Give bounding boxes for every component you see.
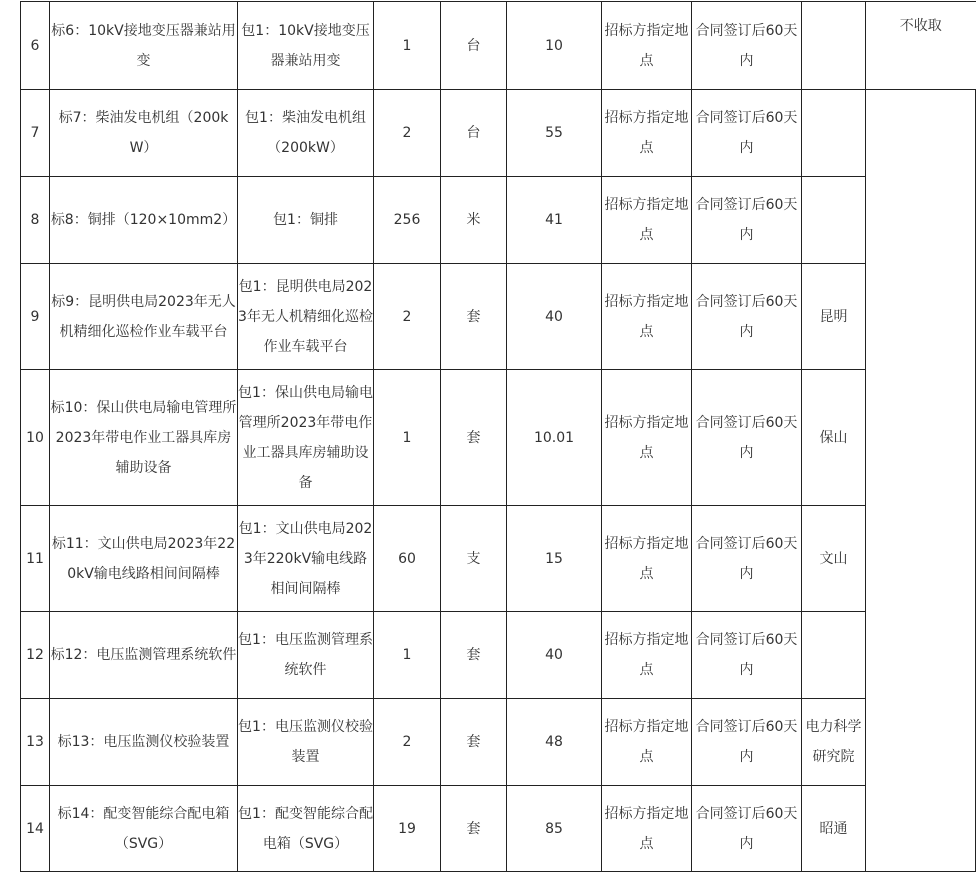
fee-cell-continuation bbox=[866, 90, 976, 177]
quantity: 2 bbox=[374, 264, 441, 370]
city bbox=[802, 2, 866, 90]
city: 文山 bbox=[802, 506, 866, 612]
fee-cell-continuation bbox=[866, 786, 976, 872]
city bbox=[802, 612, 866, 699]
table-row bbox=[21, 370, 976, 506]
row-number: 8 bbox=[21, 177, 50, 264]
table-row bbox=[21, 2, 976, 90]
table-row bbox=[21, 699, 976, 786]
city: 昭通 bbox=[802, 786, 866, 872]
unit: 套 bbox=[441, 699, 507, 786]
lot-name: 标8：铜排（120×10mm2） bbox=[50, 177, 238, 264]
table-body bbox=[21, 2, 976, 872]
delivery-place: 招标方指定地点 bbox=[602, 264, 692, 370]
lot-name: 标7：柴油发电机组（200kW） bbox=[50, 90, 238, 177]
package-name: 包1：10kV接地变压器兼站用变 bbox=[238, 2, 374, 90]
package-name: 包1：文山供电局2023年220kV输电线路相间间隔棒 bbox=[238, 506, 374, 612]
delivery-period: 合同签订后60天内 bbox=[692, 90, 802, 177]
row-number: 11 bbox=[21, 506, 50, 612]
lot-name: 标6：10kV接地变压器兼站用变 bbox=[50, 2, 238, 90]
table-row bbox=[21, 786, 976, 872]
lot-name: 标11：文山供电局2023年220kV输电线路相间间隔棒 bbox=[50, 506, 238, 612]
quantity: 60 bbox=[374, 506, 441, 612]
delivery-place: 招标方指定地点 bbox=[602, 370, 692, 506]
price: 40 bbox=[507, 264, 602, 370]
package-name: 包1：昆明供电局2023年无人机精细化巡检作业车载平台 bbox=[238, 264, 374, 370]
package-name: 包1：配变智能综合配电箱（SVG） bbox=[238, 786, 374, 872]
package-name: 包1：电压监测管理系统软件 bbox=[238, 612, 374, 699]
procurement-table bbox=[20, 1, 976, 872]
fee-cell-continuation bbox=[866, 370, 976, 506]
delivery-period: 合同签订后60天内 bbox=[692, 506, 802, 612]
row-number: 14 bbox=[21, 786, 50, 872]
quantity: 2 bbox=[374, 90, 441, 177]
fee-cell-continuation bbox=[866, 699, 976, 786]
fee-cell-continuation bbox=[866, 177, 976, 264]
fee-cell-continuation bbox=[866, 264, 976, 370]
price: 10 bbox=[507, 2, 602, 90]
fee-cell: 不收取 bbox=[866, 2, 976, 90]
quantity: 1 bbox=[374, 2, 441, 90]
quantity: 1 bbox=[374, 612, 441, 699]
lot-name: 标10：保山供电局输电管理所2023年带电作业工器具库房辅助设备 bbox=[50, 370, 238, 506]
table-row bbox=[21, 177, 976, 264]
unit: 套 bbox=[441, 264, 507, 370]
row-number: 7 bbox=[21, 90, 50, 177]
package-name: 包1：铜排 bbox=[238, 177, 374, 264]
delivery-place: 招标方指定地点 bbox=[602, 177, 692, 264]
price: 85 bbox=[507, 786, 602, 872]
city bbox=[802, 90, 866, 177]
delivery-period: 合同签订后60天内 bbox=[692, 2, 802, 90]
quantity: 2 bbox=[374, 699, 441, 786]
unit: 套 bbox=[441, 370, 507, 506]
delivery-place: 招标方指定地点 bbox=[602, 90, 692, 177]
delivery-period: 合同签订后60天内 bbox=[692, 264, 802, 370]
delivery-period: 合同签订后60天内 bbox=[692, 786, 802, 872]
delivery-place: 招标方指定地点 bbox=[602, 612, 692, 699]
price: 48 bbox=[507, 699, 602, 786]
price: 10.01 bbox=[507, 370, 602, 506]
delivery-period: 合同签订后60天内 bbox=[692, 699, 802, 786]
delivery-period: 合同签订后60天内 bbox=[692, 177, 802, 264]
unit: 台 bbox=[441, 90, 507, 177]
unit: 套 bbox=[441, 786, 507, 872]
package-name: 包1：电压监测仪校验装置 bbox=[238, 699, 374, 786]
quantity: 19 bbox=[374, 786, 441, 872]
city: 保山 bbox=[802, 370, 866, 506]
city: 昆明 bbox=[802, 264, 866, 370]
row-number: 9 bbox=[21, 264, 50, 370]
price: 40 bbox=[507, 612, 602, 699]
quantity: 1 bbox=[374, 370, 441, 506]
unit: 米 bbox=[441, 177, 507, 264]
delivery-place: 招标方指定地点 bbox=[602, 2, 692, 90]
delivery-place: 招标方指定地点 bbox=[602, 699, 692, 786]
city bbox=[802, 177, 866, 264]
delivery-period: 合同签订后60天内 bbox=[692, 612, 802, 699]
quantity: 256 bbox=[374, 177, 441, 264]
price: 55 bbox=[507, 90, 602, 177]
table-row bbox=[21, 612, 976, 699]
lot-name: 标13：电压监测仪校验装置 bbox=[50, 699, 238, 786]
package-name: 包1：保山供电局输电管理所2023年带电作业工器具库房辅助设备 bbox=[238, 370, 374, 506]
lot-name: 标14：配变智能综合配电箱（SVG） bbox=[50, 786, 238, 872]
delivery-place: 招标方指定地点 bbox=[602, 506, 692, 612]
row-number: 6 bbox=[21, 2, 50, 90]
unit: 支 bbox=[441, 506, 507, 612]
price: 15 bbox=[507, 506, 602, 612]
row-number: 13 bbox=[21, 699, 50, 786]
table-row bbox=[21, 264, 976, 370]
unit: 台 bbox=[441, 2, 507, 90]
price: 41 bbox=[507, 177, 602, 264]
delivery-place: 招标方指定地点 bbox=[602, 786, 692, 872]
fee-cell-continuation bbox=[866, 612, 976, 699]
table-row bbox=[21, 506, 976, 612]
delivery-period: 合同签订后60天内 bbox=[692, 370, 802, 506]
fee-cell-continuation bbox=[866, 506, 976, 612]
lot-name: 标9：昆明供电局2023年无人机精细化巡检作业车载平台 bbox=[50, 264, 238, 370]
package-name: 包1：柴油发电机组（200kW） bbox=[238, 90, 374, 177]
row-number: 10 bbox=[21, 370, 50, 506]
lot-name: 标12：电压监测管理系统软件 bbox=[50, 612, 238, 699]
unit: 套 bbox=[441, 612, 507, 699]
table-row bbox=[21, 90, 976, 177]
row-number: 12 bbox=[21, 612, 50, 699]
city: 电力科学研究院 bbox=[802, 699, 866, 786]
